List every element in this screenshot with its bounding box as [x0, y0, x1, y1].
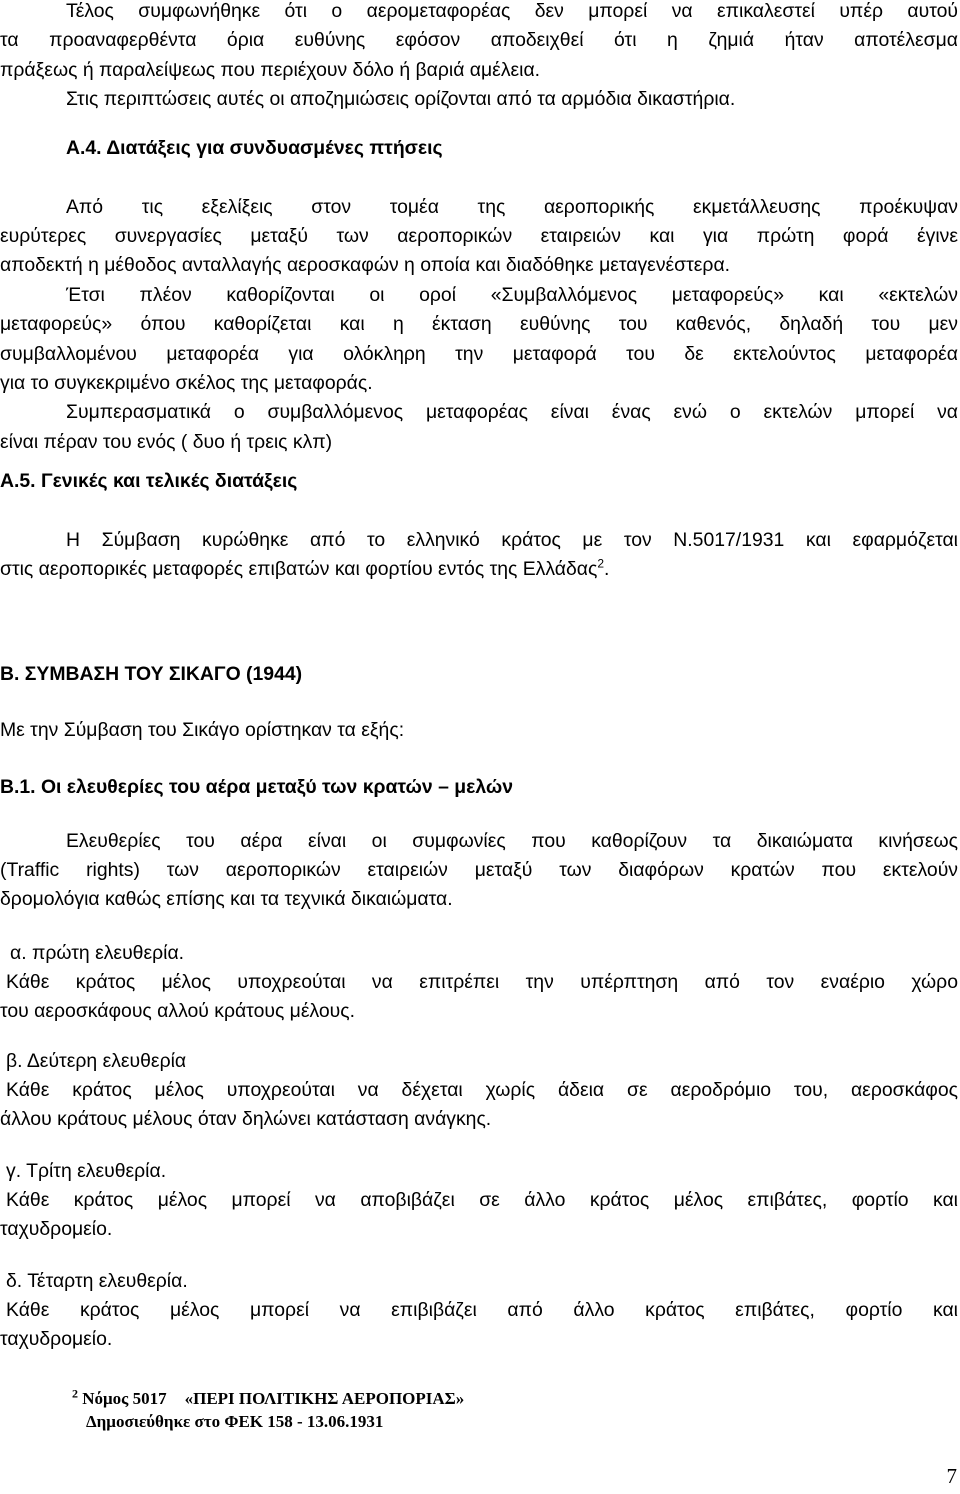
- page-number: 7: [946, 1464, 957, 1488]
- footnote-number: 2: [72, 1386, 78, 1401]
- a4-line-5: μεταφορεύς» όπου καθορίζεται και η έκταση ευθύνης του καθενός, δηλαδή του μεν: [0, 313, 958, 335]
- footnote-line-1: [72, 1387, 464, 1411]
- freedom-3-line-1: Κάθε κράτος μέλος μπορεί να αποβιβάζει σε άλλο κράτος μέλος επιβάτες, φορτίο και: [6, 1189, 958, 1211]
- freedom-2-line-1: Κάθε κράτος μέλος υποχρεούται να δέχεται χωρίς άδεια σε αεροδρόμιο του, αεροσκάφος: [6, 1079, 958, 1101]
- section-b-intro: Με την Σύμβαση του Σικάγο ορίστηκαν τα εξής:: [0, 719, 405, 741]
- freedom-1-line-2: του αεροσκάφους αλλού κράτους μέλους.: [0, 1000, 356, 1022]
- intro-line-3: πράξεως ή παραλείψεως που περιέχουν δόλο ή βαριά αμέλεια.: [0, 59, 541, 81]
- footnote-published: Δημοσιεύθηκε στο ΦΕΚ 158 - 13.06.1931: [86, 1412, 384, 1431]
- footnote-ref: 2: [597, 556, 605, 571]
- a4-line-6: συμβαλλομένου μεταφορέα για ολόκληρη την μεταφορά του δε εκτελούντος μεταφορέα: [0, 343, 958, 365]
- footnote-title: «ΠΕΡΙ ΠΟΛΙΤΙΚΗΣ ΑΕΡΟΠΟΡΙΑΣ»: [184, 1389, 465, 1408]
- a4-line-3: αποδεκτή η μέθοδος ανταλλαγής αεροσκαφών η οποία και διαδόθηκε μεταγενέστερα.: [0, 254, 731, 276]
- b1-line-3: δρομολόγια καθώς επίσης και τα τεχνικά δικαιώματα.: [0, 888, 453, 910]
- freedom-4-line-2: ταχυδρομείο.: [0, 1328, 113, 1350]
- intro-line-1: Τέλος συμφωνήθηκε ότι ο αερομεταφορέας δεν μπορεί να επικαλεστεί υπέρ αυτού: [66, 0, 958, 22]
- freedom-3-title: γ. Τρίτη ελευθερία.: [6, 1160, 167, 1182]
- freedom-1-line-1: Κάθε κράτος μέλος υποχρεούται να επιτρέπει την υπέρπτηση από τον εναέριο χώρο: [6, 971, 958, 993]
- a4-line-7: για το συγκεκριμένο σκέλος της μεταφοράς.: [0, 372, 373, 394]
- a5-line-2: στις αεροπορικές μεταφορές επιβατών και φορτίου εντός της Ελλάδας$^2$.: [0, 556, 610, 580]
- freedom-4-line-1: Κάθε κράτος μέλος μπορεί να επιβιβάζει από άλλο κράτος επιβάτες, φορτίο και: [6, 1299, 958, 1321]
- section-heading-b1: Β.1. Οι ελευθερίες του αέρα μεταξύ των κρατών – μελών: [0, 776, 514, 798]
- freedom-1-title: α. πρώτη ελευθερία.: [10, 942, 185, 964]
- section-heading-a5: Α.5. Γενικές και τελικές διατάξεις: [0, 470, 298, 492]
- section-heading-a4: Α.4. Διατάξεις για συνδυασμένες πτήσεις: [66, 137, 443, 159]
- footnote-law: Νόμος 5017: [82, 1389, 167, 1408]
- freedom-2-title: β. Δεύτερη ελευθερία: [6, 1050, 187, 1072]
- section-heading-b: Β. ΣΥΜΒΑΣΗ ΤΟΥ ΣΙΚΑΓΟ (1944): [0, 663, 303, 685]
- a4-line-8: Συμπερασματικά ο συμβαλλόμενος μεταφορέας είναι ένας ενώ ο εκτελών μπορεί να: [66, 401, 958, 423]
- a4-line-9: είναι πέραν του ενός ( δυο ή τρεις κλπ): [0, 431, 333, 453]
- intro-line-2: τα προαναφερθέντα όρια ευθύνης εφόσον αποδειχθεί ότι η ζημιά ήταν αποτέλεσμα: [0, 29, 958, 51]
- a4-line-4: Έτσι πλέον καθορίζονται οι οροί «Συμβαλλόμενος μεταφορεύς» και «εκτελών: [66, 284, 958, 306]
- freedom-2-line-2: άλλου κράτους μέλους όταν δηλώνει κατάσταση ανάγκης.: [0, 1108, 492, 1130]
- b1-line-2: (Traffic rights) των αεροπορικών εταιρειών μεταξύ των διαφόρων κρατών που εκτελούν: [0, 859, 958, 881]
- b1-line-1: Ελευθερίες του αέρα είναι οι συμφωνίες που καθορίζουν τα δικαιώματα κινήσεως: [66, 830, 958, 852]
- a5-line-1: Η Σύμβαση κυρώθηκε από το ελληνικό κράτος με τον Ν.5017/1931 και εφαρμόζεται: [66, 529, 958, 551]
- a4-line-1: Από τις εξελίξεις στον τομέα της αεροπορικής εκμετάλλευσης προέκυψαν: [66, 196, 958, 218]
- a4-line-2: ευρύτερες συνεργασίες μεταξύ των αεροπορικών εταιρειών και για πρώτη φορά έγινε: [0, 225, 958, 247]
- freedom-3-line-2: ταχυδρομείο.: [0, 1218, 113, 1240]
- freedom-4-title: δ. Τέταρτη ελευθερία.: [6, 1270, 188, 1292]
- intro-line-4: Στις περιπτώσεις αυτές οι αποζημιώσεις ορίζονται από τα αρμόδια δικαστήρια.: [66, 88, 736, 110]
